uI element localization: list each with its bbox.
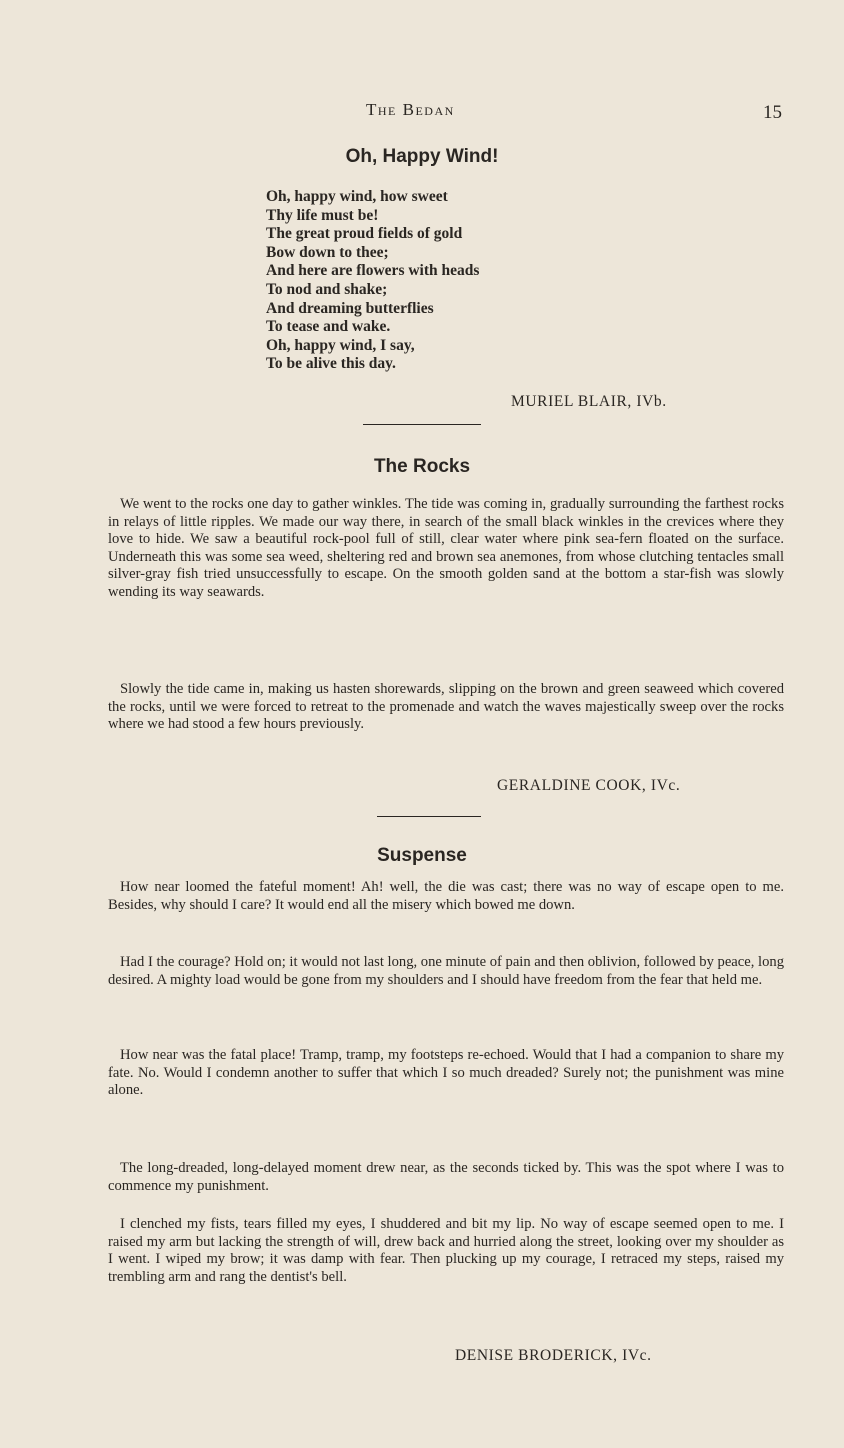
suspense-paragraph: The long-dreaded, long-delayed moment drew near, as the seconds ticked by. This was the spot where I was to commence my punishment. — [108, 1160, 784, 1194]
rocks-title: The Rocks — [373, 456, 471, 477]
poem-line: Oh, happy wind, I say, — [266, 336, 415, 354]
suspense-author: DENISE BRODERICK, IVc. — [455, 1347, 652, 1364]
rocks-paragraph: We went to the rocks one day to gather winkles. The tide was coming in, gradually surrounding the farthest rocks in relays of little ripples. We made our way there, in search of the small black winkles in the crevices where they love to hide. We saw a beautiful rock-pool full of still, clear water where pink sea-fern floated on the surface. Underneath this was some sea weed, sheltering red and brown sea anemones, from whose clutching tentacles small silver-gray fish tried unsuccessfully to escape. On the smooth golden sand at the bottom a star-fish was slowly wending its way seawards. — [108, 496, 784, 600]
rocks-paragraph: Slowly the tide came in, making us hasten shorewards, slipping on the brown and green seaweed which covered the rocks, until we were forced to retreat to the promenade and watch the waves majestically sweep over the rocks where we had stood a few hours previously. — [108, 681, 784, 733]
poem-body — [266, 188, 479, 374]
suspense-paragraph: How near loomed the fateful moment! Ah! well, the die was cast; there was no way of escape open to me. Besides, why should I care? It would end all the misery which bowed me down. — [108, 879, 784, 913]
suspense-title: Suspense — [377, 845, 467, 866]
page-number: 15 — [763, 102, 782, 123]
suspense-paragraph: Had I the courage? Hold on; it would not last long, one minute of pain and then oblivion, followed by peace, long desired. A mighty load would be gone from my shoulders and I should have freedom from the fear that held me. — [108, 954, 784, 988]
suspense-paragraph: How near was the fatal place! Tramp, tramp, my footsteps re-echoed. Would that I had a companion to share my fate. No. Would I condemn another to suffer that which I so much dreaded? Surely not; the punishment was mine alone. — [108, 1047, 784, 1099]
poem-author: MURIEL BLAIR, IVb. — [511, 393, 667, 410]
poem-line: And dreaming butterflies — [266, 299, 434, 317]
suspense-paragraph: I clenched my fists, tears filled my eyes, I shuddered and bit my lip. No way of escape seemed open to me. I raised my arm but lacking the strength of will, drew back and hurried along the street, looking over my shoulder as I went. I wiped my brow; it was damp with fear. Then plucking up my courage, I retraced my steps, raised my trembling arm and rang the dentist's bell. — [108, 1216, 784, 1285]
poem-line: To nod and shake; — [266, 280, 388, 298]
poem-line: And here are flowers with heads — [266, 262, 480, 280]
poem-line: The great proud fields of gold — [266, 225, 463, 243]
poem-line: To be alive this day. — [266, 355, 396, 373]
section-divider — [377, 816, 481, 817]
poem-line: Thy life must be! — [266, 206, 379, 224]
rocks-author: GERALDINE COOK, IVc. — [497, 777, 681, 794]
poem-line: Oh, happy wind, how sweet — [266, 188, 448, 205]
running-header — [0, 100, 844, 130]
poem-title: Oh, Happy Wind! — [345, 146, 499, 167]
poem-line: Bow down to thee; — [266, 243, 389, 261]
poem-line: To tease and wake. — [266, 318, 391, 336]
section-divider — [363, 424, 481, 425]
running-title: The Bedan — [366, 100, 455, 119]
